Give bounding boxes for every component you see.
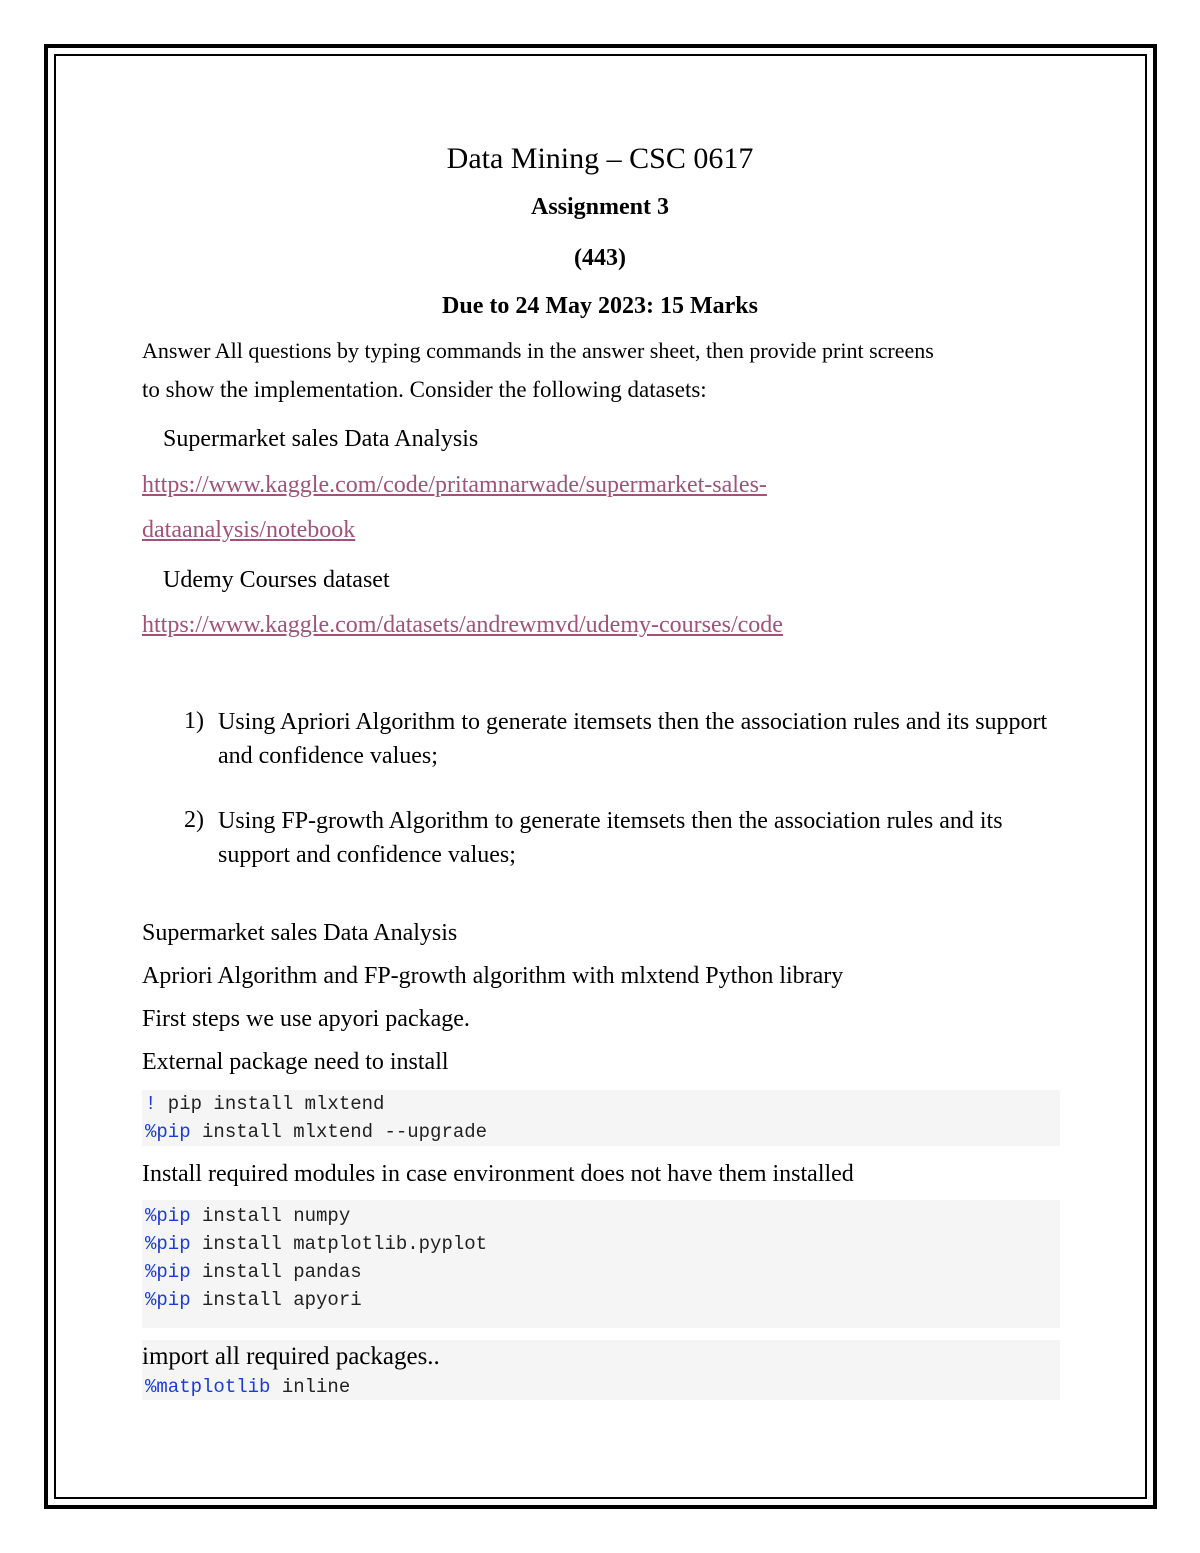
section-heading: Supermarket sales Data Analysis: [142, 920, 458, 946]
code-line: [142, 1373, 350, 1401]
code-magic: %matplotlib: [145, 1376, 271, 1398]
code-line: [142, 1230, 1060, 1258]
code-line: [142, 1258, 1060, 1286]
section-line-1: Apriori Algorithm and FP-growth algorithm with mlxtend Python library: [142, 963, 844, 989]
code-text: inline: [270, 1376, 351, 1398]
code-magic: %pip: [145, 1205, 191, 1227]
code-text: install matplotlib.pyplot: [190, 1233, 488, 1255]
code-magic: !: [145, 1093, 157, 1115]
code-block-install-mlxtend: [142, 1090, 1060, 1146]
dataset-link-udemy[interactable]: https://www.kaggle.com/datasets/andrewmvd/udemy-courses/code: [142, 612, 783, 638]
code-magic: %pip: [145, 1289, 191, 1311]
question-1-text: Using Apriori Algorithm to generate itemsets then the association rules and its support and confidence values;: [218, 709, 1048, 769]
dataset-link-supermarket[interactable]: https://www.kaggle.com/code/pritamnarwade/supermarket-sales-: [142, 472, 767, 498]
code-line: [142, 1090, 1060, 1118]
due-date: Due to 24 May 2023: 15 Marks: [442, 293, 758, 319]
instructions-line-2: to show the implementation. Consider the following datasets:: [142, 377, 707, 402]
code-line: [142, 1202, 1060, 1230]
code-text: install numpy: [190, 1205, 351, 1227]
dataset-name-udemy: Udemy Courses dataset: [163, 567, 390, 593]
code-text: install mlxtend --upgrade: [190, 1121, 488, 1143]
code-block-install-modules: [142, 1200, 1060, 1328]
section-line-3: External package need to install: [142, 1049, 449, 1075]
import-packages-text: import all required packages..: [142, 1343, 440, 1370]
question-2-number: 2): [184, 807, 204, 833]
code-magic: %pip: [145, 1261, 191, 1283]
code-line: [142, 1286, 1060, 1314]
assignment-label: Assignment 3: [530, 194, 669, 220]
code-text: pip install mlxtend: [156, 1093, 385, 1115]
question-2-text: Using FP-growth Algorithm to generate itemsets then the association rules and its support and confidence values;: [218, 808, 1003, 868]
code-magic: %pip: [145, 1121, 191, 1143]
document-title: Data Mining – CSC 0617: [446, 142, 754, 175]
code-text: install apyori: [190, 1289, 362, 1311]
code-block-import: [142, 1340, 1060, 1400]
course-code: (443): [574, 245, 626, 271]
code-magic: %pip: [145, 1233, 191, 1255]
dataset-name-supermarket: Supermarket sales Data Analysis: [163, 426, 479, 452]
install-modules-text: Install required modules in case environment does not have them installed: [142, 1161, 854, 1187]
question-1-number: 1): [184, 708, 204, 734]
code-line: [142, 1118, 1060, 1146]
dataset-link-supermarket-cont[interactable]: dataanalysis/notebook: [142, 517, 356, 543]
instructions-line-1: Answer All questions by typing commands in the answer sheet, then provide print screens: [142, 338, 934, 363]
code-text: install pandas: [190, 1261, 362, 1283]
section-line-2: First steps we use apyori package.: [142, 1006, 470, 1032]
